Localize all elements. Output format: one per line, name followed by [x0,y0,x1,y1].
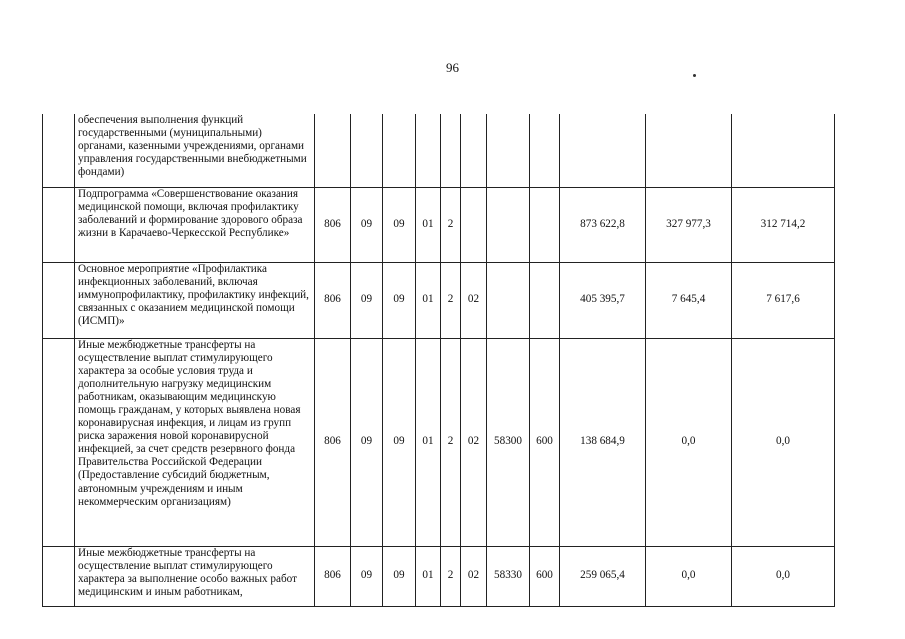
table-row [43,546,835,606]
description-cell: обеспечения выполнения функций государственными (муниципальными) органами, казенными учреждениями, органами управления государственными внебюджетными фондами) [75,114,315,187]
amount-year3-cell [732,114,835,187]
amount-year1-cell: 259 065,4 [560,546,646,606]
amount-year2-cell: 0,0 [646,546,732,606]
amount-year1-cell: 873 622,8 [560,187,646,262]
ministry-code-cell: 806 [315,187,351,262]
amount-year3-cell: 312 714,2 [732,187,835,262]
description-cell: Основное мероприятие «Профилактика инфекционных заболеваний, включая иммунопрофилактику, профилактику инфекций, связанных с оказанием медицинской помощи (ИСМП)» [75,262,315,338]
budget-table [42,114,835,607]
subprogram-cell: 2 [441,187,461,262]
scan-speck [693,74,696,77]
row-number-cell [43,546,75,606]
amount-year1-cell: 405 395,7 [560,262,646,338]
activity-cell: 02 [461,546,487,606]
amount-year2-cell: 7 645,4 [646,262,732,338]
table-row [43,262,835,338]
direction-cell: 58330 [487,546,530,606]
direction-cell: 58300 [487,338,530,546]
ministry-code-cell: 806 [315,262,351,338]
activity-cell [461,187,487,262]
amount-year2-cell: 327 977,3 [646,187,732,262]
section-cell: 09 [351,262,383,338]
expense-type-cell [530,262,560,338]
table-row [43,187,835,262]
description-cell: Подпрограмма «Совершенствование оказания медицинской помощи, включая профилактику заболеваний и формирование здорового образа жизни в Карачаево-Черкесской Республике» [75,187,315,262]
section-cell: 09 [351,187,383,262]
expense-type-cell: 600 [530,338,560,546]
table-row [43,338,835,546]
activity-cell: 02 [461,338,487,546]
subprogram-cell: 2 [441,338,461,546]
subprogram-cell: 2 [441,546,461,606]
subsection-cell: 09 [383,262,416,338]
row-number-cell [43,187,75,262]
program-cell: 01 [416,546,441,606]
program-cell: 01 [416,262,441,338]
amount-year2-cell [646,114,732,187]
subsection-cell: 09 [383,546,416,606]
expense-type-cell [530,114,560,187]
ministry-code-cell: 806 [315,546,351,606]
program-cell: 01 [416,338,441,546]
section-cell: 09 [351,546,383,606]
ministry-code-cell: 806 [315,338,351,546]
activity-cell: 02 [461,262,487,338]
amount-year2-cell: 0,0 [646,338,732,546]
program-cell: 01 [416,187,441,262]
subprogram-cell [441,114,461,187]
direction-cell [487,187,530,262]
expense-type-cell: 600 [530,546,560,606]
amount-year1-cell: 138 684,9 [560,338,646,546]
description-cell: Иные межбюджетные трансферты на осуществление выплат стимулирующего характера за особые условия труда и дополнительную нагрузку медицинским работникам, оказывающим медицинскую помощь гражданам, у которых выявлена новая коронавирусная инфекция, и лицам из групп риска заражения новой коронавирусной инфекцией, за счет средств резервного фонда Правительства Российской Федерации (Предоставление субсидий бюджетным, автономным учреждениям и иным некоммерческим организациям) [75,338,315,546]
row-number-cell [43,114,75,187]
activity-cell [461,114,487,187]
subsection-cell: 09 [383,187,416,262]
table-row [43,114,835,187]
direction-cell [487,114,530,187]
section-cell: 09 [351,338,383,546]
program-cell [416,114,441,187]
row-number-cell [43,338,75,546]
section-cell [351,114,383,187]
amount-year3-cell: 0,0 [732,546,835,606]
amount-year3-cell: 7 617,6 [732,262,835,338]
row-number-cell [43,262,75,338]
subsection-cell [383,114,416,187]
amount-year1-cell [560,114,646,187]
page-number: 96 [446,60,459,75]
expense-type-cell [530,187,560,262]
description-cell: Иные межбюджетные трансферты на осуществление выплат стимулирующего характера за выполнение особо важных работ медицинским и иным работникам, [75,546,315,606]
subprogram-cell: 2 [441,262,461,338]
amount-year3-cell: 0,0 [732,338,835,546]
ministry-code-cell [315,114,351,187]
direction-cell [487,262,530,338]
subsection-cell: 09 [383,338,416,546]
